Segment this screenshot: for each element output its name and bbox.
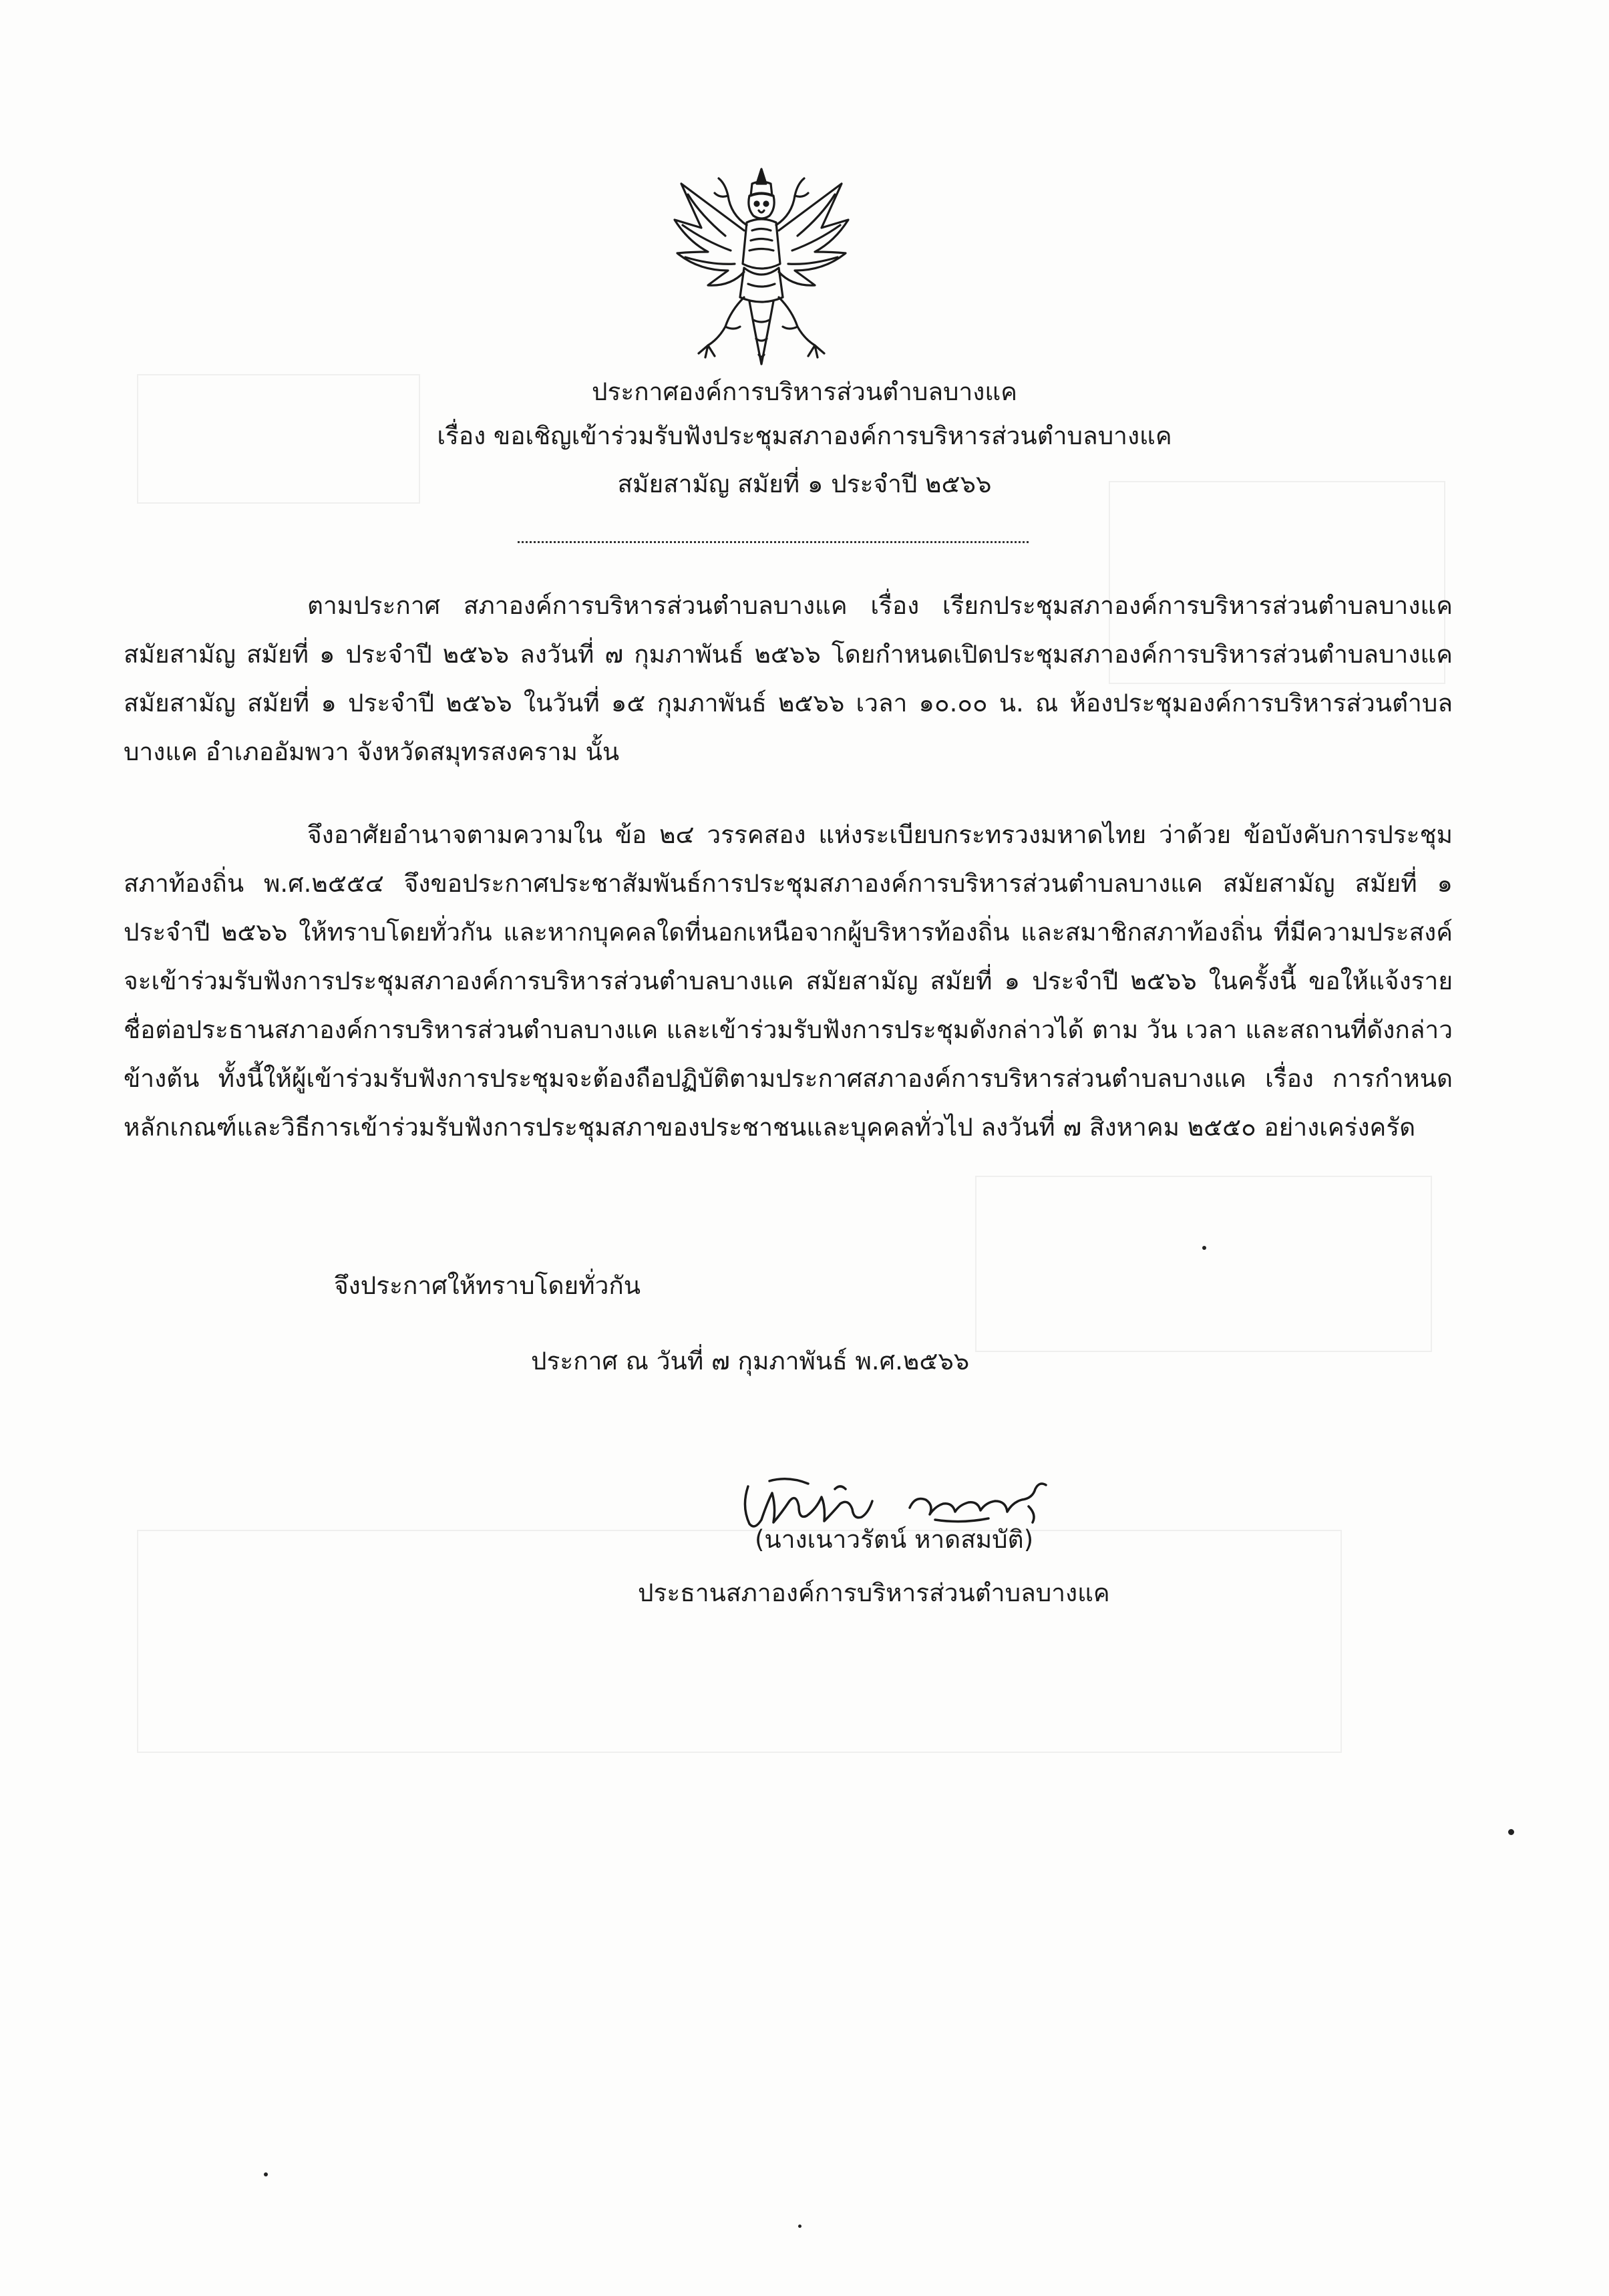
announcement-issuer: ประกาศองค์การบริหารส่วนตำบลบางแค [592, 377, 1017, 406]
bleed-through-mark [137, 1530, 1342, 1753]
body-paragraph-text: จึงอาศัยอำนาจตามความใน ข้อ ๒๔ วรรคสอง แห่งระเบียบกระทรวงมหาดไทย ว่าด้วย ข้อบังคับการประชุมสภาท้องถิ่น พ.ศ.๒๕๕๔ จึงขอประกาศประชาสัมพันธ์การประชุมสภาองค์การบริหารส่วนตำบลบางแค สมัยสามัญ สมัยที่ ๑ ประจำปี ๒๕๖๖ ให้ทราบโดยทั่วกัน และหากบุคคลใดที่นอกเหนือจากผู้บริหารท้องถิ่น และสมาชิกสภาท้องถิ่น ที่มีความประสงค์จะเข้าร่วมรับฟังการประชุมสภาองค์การบริหารส่วนตำบลบางแค สมัยสามัญ สมัยที่ ๑ ประจำปี ๒๕๖๖ ในครั้งนี้ ขอให้แจ้งรายชื่อต่อประธานสภาองค์การบริหารส่วนตำบลบางแค และเข้าร่วมรับฟังการประชุมดังกล่าวได้ ตาม วัน เวลา และสถานที่ดังกล่าวข้างต้น ทั้งนี้ให้ผู้เข้าร่วมรับฟังการประชุมจะต้องถือปฏิบัติตามประกาศสภาองค์การบริหารส่วนตำบลบางแค เรื่อง การกำหนดหลักเกณฑ์และวิธีการเข้าร่วมรับฟังการประชุมสภาของประชาชนและบุคคลทั่วไป ลงวันที่ ๗ สิงหาคม ๒๕๕๐ อย่างเคร่งครัด [124, 820, 1453, 1142]
announcement-session: สมัยสามัญ สมัยที่ ๑ ประจำปี ๒๕๖๖ [617, 470, 992, 498]
signatory-position: ประธานสภาองค์การบริหารส่วนตำบลบางแค [638, 1579, 1110, 1607]
scan-speck [1202, 1246, 1206, 1250]
announcement-date: ประกาศ ณ วันที่ ๗ กุมภาพันธ์ พ.ศ.๒๕๖๖ [531, 1347, 970, 1375]
dotted-divider [518, 541, 1029, 543]
scan-speck [798, 2225, 801, 2228]
signatory-name: (นางเนาวรัตน์ หาดสมบัติ) [755, 1525, 1034, 1554]
body-paragraph-text: ตามประกาศ สภาองค์การบริหารส่วนตำบลบางแค เรื่อง เรียกประชุมสภาองค์การบริหารส่วนตำบลบางแค สมัยสามัญ สมัยที่ ๑ ประจำปี ๒๕๖๖ ลงวันที่ ๗ กุมภาพันธ์ ๒๕๖๖ โดยกำหนดเปิดประชุมสภาองค์การบริหารส่วนตำบลบางแค สมัยสามัญ สมัยที่ ๑ ประจำปี ๒๕๖๖ ในวันที่ ๑๕ กุมภาพันธ์ ๒๕๖๖ เวลา ๑๐.๐๐ น. ณ ห้องประชุมองค์การบริหารส่วนตำบลบางแค อำเภออัมพวา จังหวัดสมุทรสงคราม นั้น [124, 591, 1453, 766]
body-paragraph [124, 810, 1453, 1152]
closing-statement: จึงประกาศให้ทราบโดยทั่วกัน [334, 1271, 641, 1300]
bleed-through-mark [975, 1176, 1432, 1352]
announcement-subject: เรื่อง ขอเชิญเข้าร่วมรับฟังประชุมสภาองค์การบริหารส่วนตำบลบางแค [437, 422, 1172, 450]
body-paragraph [124, 581, 1453, 776]
scan-speck [264, 2172, 268, 2176]
garuda-emblem-icon [661, 164, 862, 377]
scan-speck [1508, 1829, 1514, 1835]
